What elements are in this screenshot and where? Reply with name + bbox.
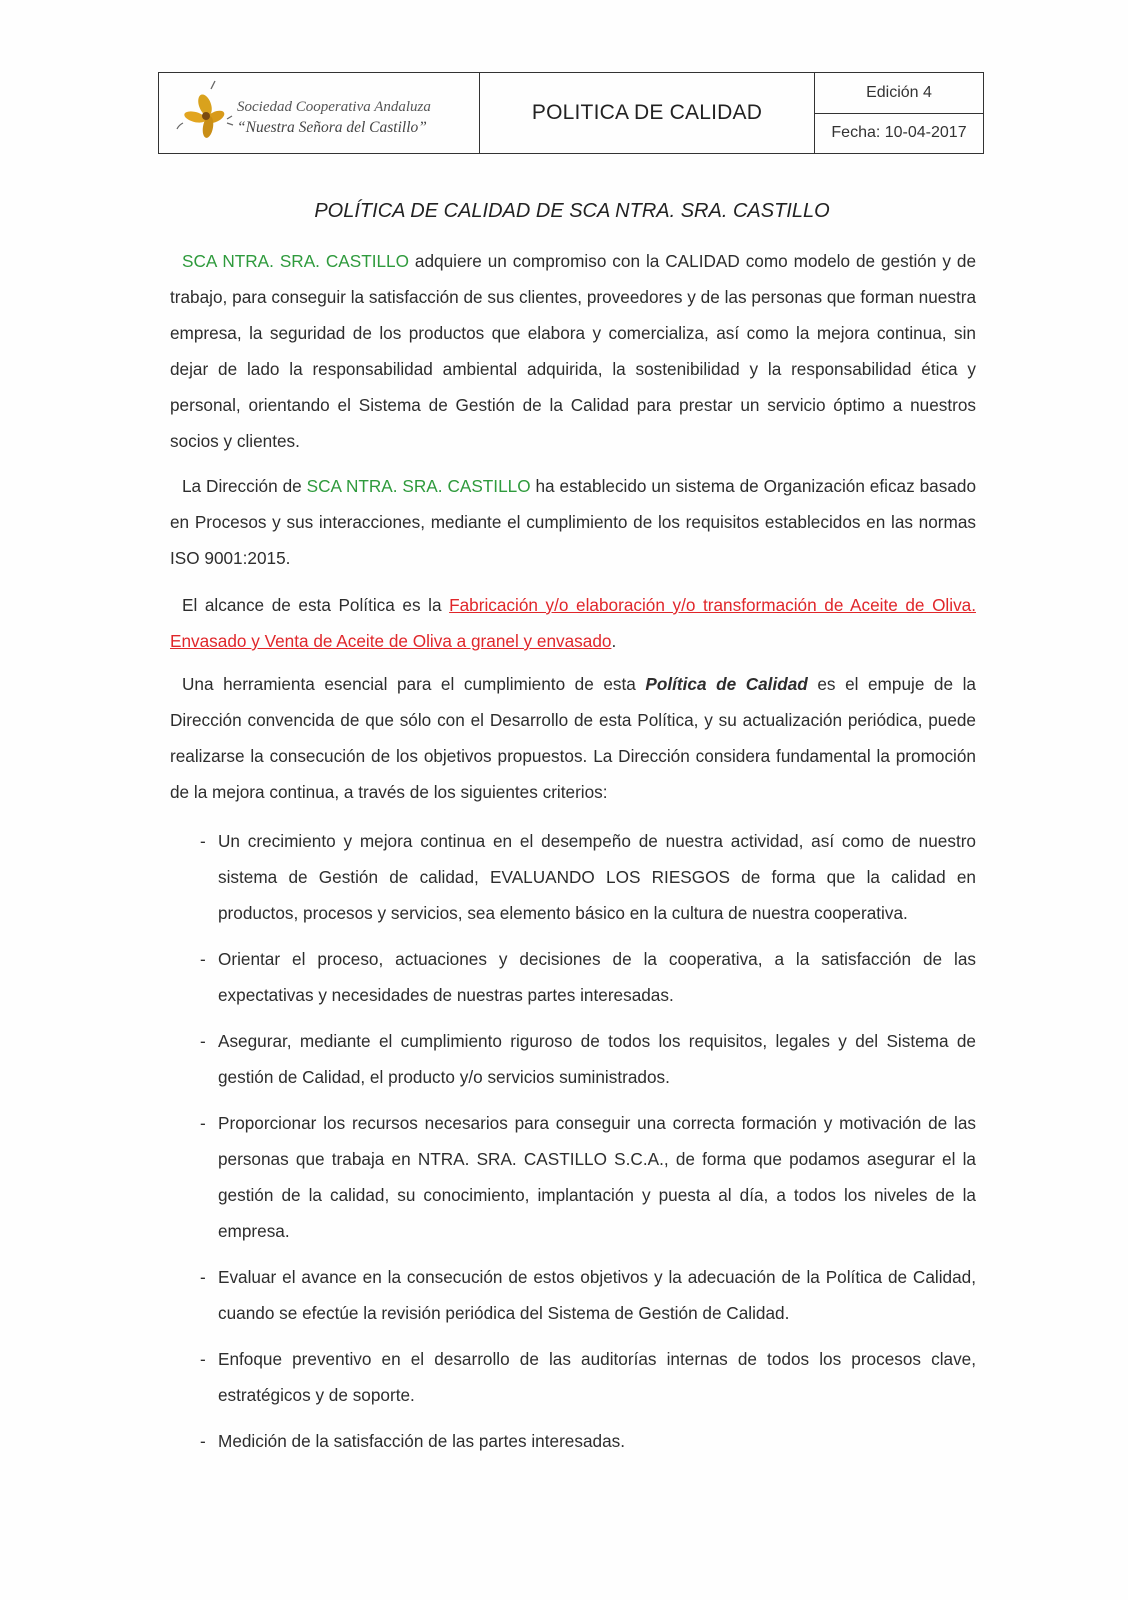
paragraph-commitment (170, 243, 976, 459)
paragraph-text: El alcance de esta Política es la (182, 595, 450, 615)
cooperative-logo (159, 73, 480, 153)
logo-line-2: “Nuestra Señora del Castillo” (237, 119, 427, 136)
paragraph-text: La Dirección de (182, 476, 307, 496)
edition-label: Edición 4 (815, 73, 983, 114)
scope-text: Fabricación y/o elaboración y/o transformación de Aceite de Oliva. Envasado y Venta de Aceite de Oliva a granel y envasado (170, 595, 976, 651)
list-item (200, 941, 976, 1013)
list-item (200, 1423, 976, 1459)
paragraph-text: . (611, 631, 617, 651)
bullet-dash: - (200, 1113, 206, 1133)
list-item-text: Un crecimiento y mejora continua en el desempeño de nuestra actividad, así como de nuestro sistema de Gestión de calidad, EVALUANDO LOS RIESGOS de forma que la calidad en productos, procesos y servicios, sea elemento básico en la cultura de nuestra cooperativa. (218, 831, 976, 923)
list-item-text: Asegurar, mediante el cumplimiento riguroso de todos los requisitos, legales y del Sistema de gestión de Calidad, el producto y/o servicios suministrados. (218, 1031, 976, 1087)
header-title: POLITICA DE CALIDAD (480, 73, 815, 153)
bullet-dash: - (200, 1267, 206, 1287)
list-item-text: Medición de la satisfacción de las partes interesadas. (218, 1431, 625, 1451)
header-meta (815, 73, 983, 153)
list-item (200, 1259, 976, 1331)
list-item-text: Proporcionar los recursos necesarios para conseguir una correcta formación y motivación de las personas que trabaja en NTRA. SRA. CASTILLO S.C.A., de forma que podamos asegurar el la gestión de la calidad, su conocimiento, implantación y puesta al día, a todos los niveles de la empresa. (218, 1113, 976, 1241)
document-title: POLÍTICA DE CALIDAD DE SCA NTRA. SRA. CASTILLO (314, 200, 830, 222)
list-item-text: Evaluar el avance en la consecución de estos objetivos y la adecuación de la Política de Calidad, cuando se efectúe la revisión periódica del Sistema de Gestión de Calidad. (218, 1267, 976, 1323)
paragraph-text: es el empuje de la Dirección convencida de que sólo con el Desarrollo de esta Política, y su actualización periódica, puede realizarse la consecución de los objetivos propuestos. La Dirección considera fundamental la promoción de la mejora continua, a través de los siguientes criterios: (170, 674, 976, 802)
bullet-dash: - (200, 1349, 206, 1369)
paragraph-scope (170, 587, 976, 659)
list-item-text: Orientar el proceso, actuaciones y decisiones de la cooperativa, a la satisfacción de las expectativas y necesidades de nuestras partes interesadas. (218, 949, 976, 1005)
document-header (158, 72, 984, 154)
bullet-dash: - (200, 1031, 206, 1051)
logo-line-1: Sociedad Cooperativa Andaluza (237, 99, 431, 115)
criteria-list (200, 823, 976, 1469)
list-item (200, 1341, 976, 1413)
paragraph-text: Una herramienta esencial para el cumplimiento de esta (182, 674, 646, 694)
list-item (200, 823, 976, 931)
company-name: SCA NTRA. SRA. CASTILLO (182, 251, 409, 271)
emphasis-text: Política de Calidad (645, 674, 808, 694)
company-name: SCA NTRA. SRA. CASTILLO (306, 476, 531, 496)
date-label: Fecha: 10-04-2017 (831, 124, 967, 142)
paragraph-tool (170, 666, 976, 810)
olive-flower-logo-icon (175, 79, 237, 149)
bullet-dash: - (200, 831, 206, 851)
list-item (200, 1105, 976, 1249)
paragraph-organization (170, 468, 976, 576)
bullet-dash: - (200, 949, 206, 969)
paragraph-text: ha establecido un sistema de Organización eficaz basado en Procesos y sus interacciones, mediante el cumplimiento de los requisitos establecidos en las normas ISO 9001:2015. (170, 476, 977, 568)
list-item-text: Enfoque preventivo en el desarrollo de las auditorías internas de todos los procesos clave, estratégicos y de soporte. (218, 1349, 976, 1405)
list-item (200, 1023, 976, 1095)
bullet-dash: - (200, 1431, 206, 1451)
paragraph-text: adquiere un compromiso con la CALIDAD como modelo de gestión y de trabajo, para conseguir la satisfacción de sus clientes, proveedores y de las personas que forman nuestra empresa, la seguridad de los productos que elabora y comercializa, así como la mejora continua, sin dejar de lado la responsabilidad ambiental adquirida, la sostenibilidad y la responsabilidad ética y personal, orientando el Sistema de Gestión de la Calidad para prestar un servicio óptimo a nuestros socios y clientes. (170, 251, 976, 451)
